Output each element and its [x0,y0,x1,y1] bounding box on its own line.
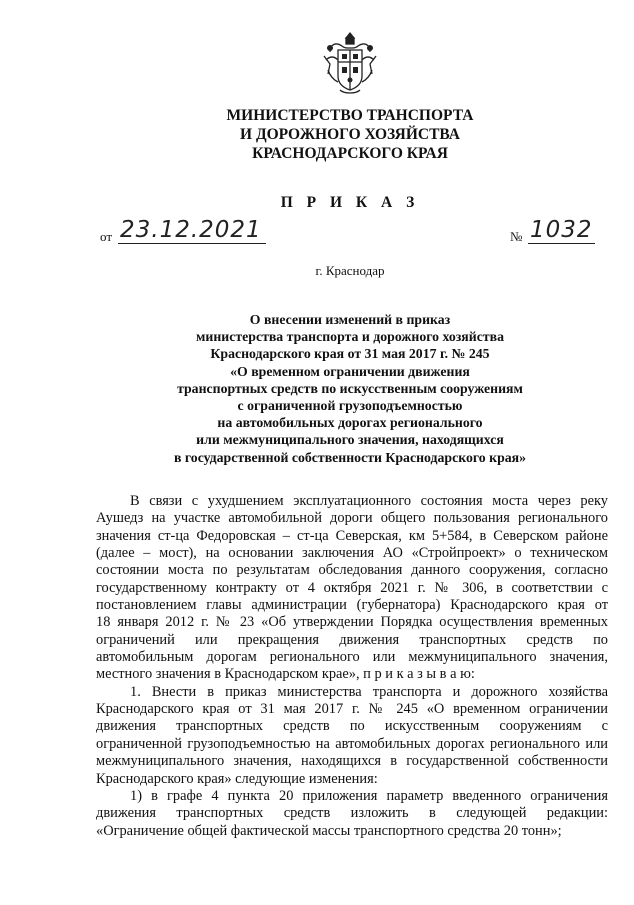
body-text-line: межмуниципального значения, находящихся в государственной собственности [96,753,608,770]
handwritten-number: 1032 [530,217,593,243]
title-line: в государственной собственности Краснодарского края» [173,449,527,465]
title-line: «О временном ограничении движения [230,363,470,379]
coat-of-arms-icon [320,30,380,96]
title-line: О внесении изменений в приказ [249,312,451,327]
city-line: г. Краснодар [315,263,385,278]
body-text-line: (далее – мост), на основании заключения АО «Стройпроект» о техническом [96,545,608,562]
body-text-line: местного значения в Краснодарском крае», п р и к а з ы в а ю: [96,666,475,683]
body-text-line: В связи с ухудшением эксплуатационного состояния моста через реку [130,493,608,509]
order-title [100,311,600,466]
body-text-line: 1. Внести в приказ министерства транспорта и дорожного хозяйства [130,683,608,700]
body-text-line: ограничений или прекращения движения транспортных средств по [96,631,608,648]
body-text-line: государственному контракту от 4 октября 2021 г. № 306, в соответствии с [96,579,608,596]
body-text-line: значения ст-ца Федоровская – ст-ца Северская, км 5+584, в Северском районе [96,527,608,544]
title-line: транспортных средств по искусственным сооружениям [177,380,523,396]
title-line: министерства транспорта и дорожного хозяйства [196,329,504,345]
title-line: на автомобильных дорогах регионального [217,415,483,431]
body-text-line: Краснодарского края от 31 мая 2017 г. № 245 «О временном ограничении [96,701,608,718]
body-text-line: движения транспортных средств по искусственным сооружениям с [96,718,608,735]
body-text-line: Краснодарского края» следующие изменения: [96,770,378,787]
body-text-line: 1) в графе 4 пункта 20 приложения параметр введенного ограничения [130,787,608,804]
document-type-heading: П Р И К А З [280,194,420,211]
body-text-line: «Ограничение общей фактической массы транспортного средства 20 тонн»; [96,822,562,839]
body-text-line: ограниченной грузоподъемностью на автомобильных дорогах регионального или [96,735,608,752]
body-text-line: автомобильным дорогам регионального или межмуниципального значения, [96,649,608,666]
date-prefix: от [100,229,113,244]
body-text-line: движения транспортных средств изложить в следующей редакции: [96,805,608,822]
body-text-line: Аушедз на участке автомобильной дороги общего пользования регионального [96,510,608,527]
number-prefix: № [510,229,523,244]
title-line: Краснодарского края от 31 мая 2017 г. № 245 [210,346,490,362]
title-line: с ограниченной грузоподъемностью [237,398,463,414]
body-text-line: постановлением главы администрации (губернатора) Краснодарского края от [96,597,608,614]
handwritten-date: 23.12.2021 [118,217,266,244]
ministry-line: И ДОРОЖНОГО ХОЗЯЙСТВА [240,126,460,143]
body-text-line: 18 января 2012 г. № 23 «Об утверждении Порядка осуществления временных [96,614,608,631]
body-text-line: состоянии моста по результатам обследования данного сооружения, согласно [96,562,608,579]
ministry-line: МИНИСТЕРСТВО ТРАНСПОРТА [226,107,474,124]
ministry-line: КРАСНОДАРСКОГО КРАЯ [252,145,448,162]
order-body-text [96,493,608,840]
ministry-name [150,106,550,163]
title-line: или межмуниципального значения, находящихся [196,432,504,448]
date-number-row [100,217,605,247]
